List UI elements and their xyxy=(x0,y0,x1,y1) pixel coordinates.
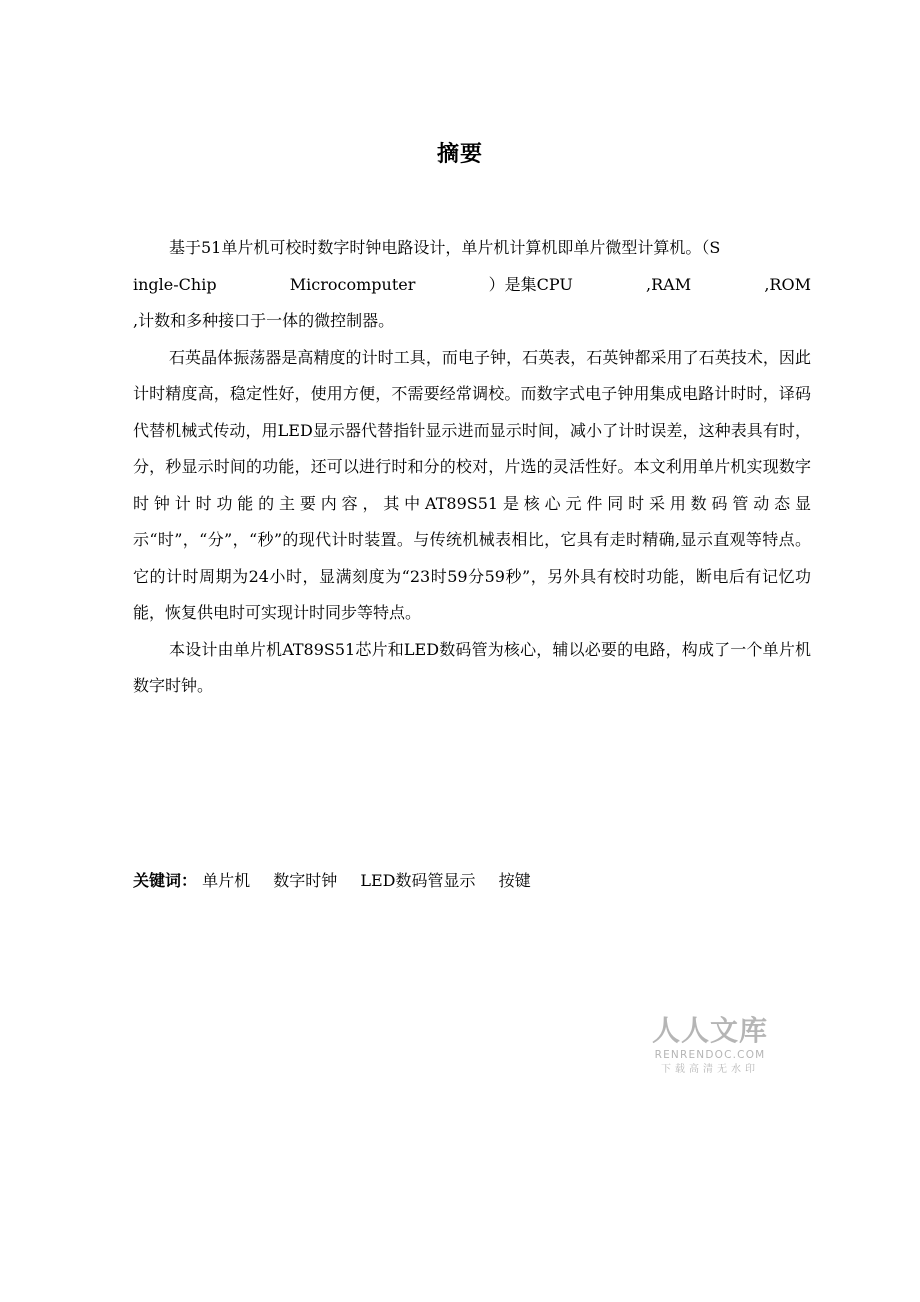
paragraph-1 xyxy=(133,230,811,340)
keyword-item: 按键 xyxy=(498,871,531,890)
paragraph-3: 本设计由单片机AT89S51芯片和LED数码管为核心，辅以必要的电路，构成了一个单片机数字时钟。 xyxy=(133,639,811,695)
watermark xyxy=(648,1015,772,1077)
paragraph-2: 石英晶体振荡器是高精度的计时工具，而电子钟，石英表，石英钟都采用了石英技术，因此计时精度高，稳定性好，使用方便，不需要经常调校。而数字式电子钟用集成电路计时时，译码代替机械式传动，用LED显示器代替指针显示进而显示时间，减小了计时误差，这种表具有时，分，秒显示时间的功能，还可以进行时和分的校对，片选的灵活性好。本文利用单片机实现数字时钟计时功能的主要内容，其中AT89S51是核心元件同时采用数码管动态显示“时”，“分”，“秒”的现代计时装置。与传统机械表相比，它具有走时精确,显示直观等特点。它的计时周期为24小时，显满刻度为“23时59分59秒”，另外具有校时功能，断电后有记忆功能，恢复供电时可实现计时同步等特点。 xyxy=(133,347,811,622)
abstract-body xyxy=(133,230,811,705)
keywords-label: 关键词： xyxy=(133,871,198,890)
term-part: ）是集CPU xyxy=(488,274,573,294)
keywords-line xyxy=(133,866,549,896)
watermark-tagline: 下载高清无水印 xyxy=(661,1064,759,1075)
term-part: ,RAM xyxy=(646,274,692,294)
keyword-item: 单片机 xyxy=(202,871,251,890)
term-part: Microcomputer xyxy=(289,274,416,294)
term-part: ,ROM xyxy=(764,274,811,294)
keyword-item: 数字时钟 xyxy=(273,871,338,890)
watermark-brand: 人人文库 xyxy=(651,1014,768,1047)
paragraph-1-line-3: ,计数和多种接口于一体的微控制器。 xyxy=(133,311,395,330)
watermark-url: RENRENDOC.COM xyxy=(654,1049,766,1061)
paragraph-1-line-1: 基于51单片机可校时数字时钟电路设计，单片机计算机即单片微型计算机。（S xyxy=(169,238,721,257)
page-title: 摘要 xyxy=(436,142,483,167)
paragraph-1-line-2 xyxy=(133,267,811,304)
term-part: ingle-Chip xyxy=(133,274,217,294)
keyword-item: LED数码管显示 xyxy=(360,871,476,890)
